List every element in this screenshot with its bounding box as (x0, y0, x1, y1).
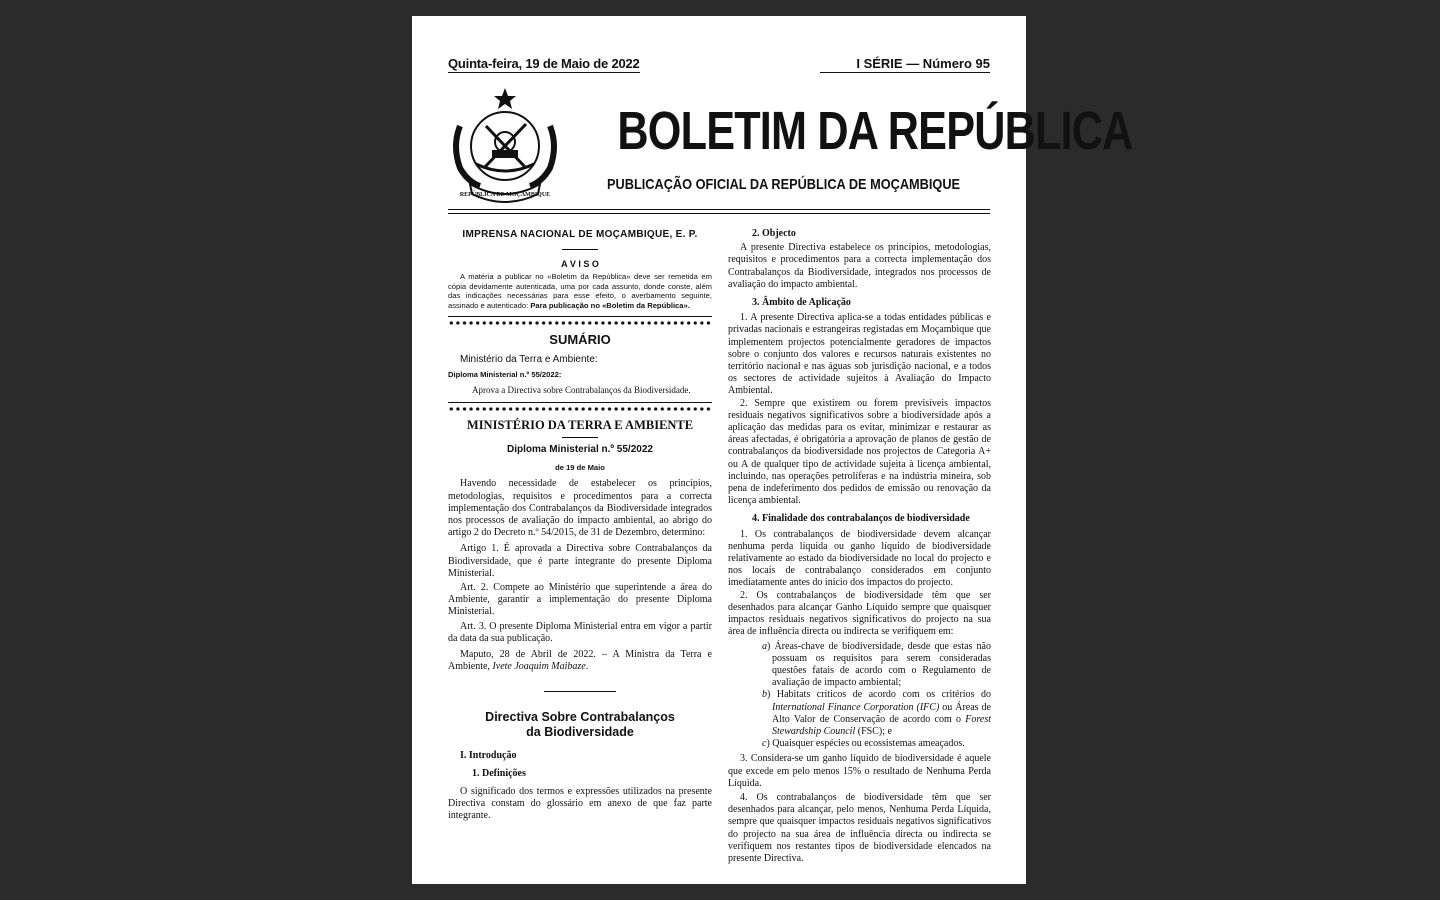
list-item-a: a) Áreas-chave de biodiversidade, desde que estas não possuam os requisitos para serem consideradas questões fatais de acordo com o Regulamento de avaliação de impacto ambiental; (762, 640, 991, 689)
definitions-heading: 1. Definições (472, 767, 526, 779)
divider (562, 249, 598, 250)
ambito-paragraph-1: 1. A presente Directiva aplica-se a todas entidades públicas e privadas nacionais e estrangeiras registadas em Moçambique que implementem projectos potencialmente geradores de impactos sobre o conjunto dos valores e recursos naturais existentes no território nacional e nas águas sob jurisdição nacional, e a todos os sectores de actividade sujeitos à Avaliação do Impacto Ambiental. (728, 312, 991, 397)
sumario-desc: Aprova a Directiva sobre Contrabalanços da Biodiversidade. (472, 384, 691, 395)
ambito-heading: 3. Âmbito de Aplicação (752, 297, 851, 309)
item-b-ifc: International Finance Corporation (IFC) (772, 701, 940, 713)
divider (562, 437, 598, 438)
document-page (412, 16, 1133, 884)
aviso-body: A matéria a publicar no «Boletim da República» deve ser remetida em cópia devidamente autenticada, uma por cada assunto, donde conste, além das indicações necessárias para esse efeito, o averbamento seguinte, assinado e autenticado: (448, 272, 712, 310)
intro-heading: I. Introdução (460, 749, 517, 761)
directive-title-2: da Biodiversidade (526, 724, 634, 739)
finalidade-paragraph-3: 3. Considera-se um ganho líquido de biodiversidade é aquele que excede em pelo menos 15% o resultado de Nenhuma Perda Líquida. (728, 753, 991, 789)
divider (544, 691, 616, 692)
diploma-heading: Diploma Ministerial n.º 55/2022 (507, 444, 653, 456)
signature-suffix: . (585, 661, 589, 673)
signature-line (448, 649, 712, 673)
sumario-heading: SUMÁRIO (549, 332, 611, 348)
finalidade-paragraph-1: 1. Os contrabalanços de biodiversidade devem alcançar nenhuma perda líquida ou ganho líquido de biodiversidade relativamente ao estado da biodiversidade no local do projecto e nos locais de contrabalanço considerados em conjunto imediatamente antes do início dos impactos do projecto. (728, 528, 991, 589)
dotted-rule (448, 406, 712, 412)
header-double-rule (448, 209, 990, 214)
issue-date: Quinta-feira, 19 de Maio de 2022 (448, 56, 640, 71)
left-column (448, 224, 712, 823)
mozambique-emblem-icon (446, 86, 564, 206)
sumario-ministry: Ministério da Terra e Ambiente: (460, 354, 598, 366)
finalidade-paragraph-2: 2. Os contrabalanços de biodiversidade têm que ser desenhados para alcançar Ganho Líquido sempre que quaisquer impactos residuais negativos significativos do projecto na sua área de influência directa ou indirecta se verifiquem em: (728, 589, 991, 638)
item-b-text-3: (FSC); e (855, 725, 892, 737)
item-b-label: b (762, 689, 767, 701)
item-b-fsc: Forest Stewardship Council (772, 713, 991, 737)
item-b-text-1: Habitats críticos de acordo com os critérios do (776, 689, 991, 701)
sumario-diploma: Diploma Ministerial n.º 55/2022: (448, 370, 562, 380)
finalidade-paragraph-4: 4. Os contrabalanços de biodiversidade têm que ser desenhados para alcançar, pelo menos, Nenhuma Perda Líquida, sempre que quaisquer impactos residuais negativos significativos do projecto na sua área de influência directa ou indirecta se verifiquem nos restantes tipos de biodiversidade elencados na presente Directiva. (728, 791, 991, 864)
rule (448, 402, 712, 403)
emblem-text: REPÚBLICA DE MOÇAMBIQUE (459, 192, 551, 198)
definitions-text: O significado dos termos e expressões utilizados na presente Directiva constam do glossário em anexo de que faz parte integrante. (448, 785, 712, 822)
article-1: Artigo 1. É aprovada a Directiva sobre Contrabalanços da Biodiversidade, que é parte integrante do presente Diploma Ministerial. (448, 543, 712, 579)
item-c-label: c (762, 738, 767, 750)
article-3: Art. 3. O presente Diploma Ministerial entra em vigor a partir da data da sua publicação. (448, 620, 712, 644)
ambito-paragraph-2: 2. Sempre que existirem ou forem previsíveis impactos residuais negativos significativos sobre a biodiversidade após a aplicação das medidas para os evitar, minimizar e restaurar as áreas afectadas, é obrigatória a aprovação de planos de gestão de contrabalanços da biodiversidade nos projectos de Categoria A+ ou A de qualquer tipo de actividade sujeita à licença ambiental, incluindo, nas operações petrolíferas e na indústria mineira, sob pena de indeferimento dos pedidos de emissão ou renovação da licença ambiental. (728, 397, 991, 507)
objecto-heading: 2. Objecto (752, 228, 796, 239)
article-2: Art. 2. Compete ao Ministério que superintende a área do Ambiente, garantir a implementação do presente Diploma Ministerial. (448, 582, 712, 618)
list-item-b: b) Habitats críticos de acordo com os critérios do International Finance Corporation (IFC) ou Áreas de Alto Valor de Conservação de acordo com o Forest Stewardship Council (FSC); e (762, 689, 991, 737)
item-a-text: Áreas-chave de biodiversidade, desde que estas não possuam os requisitos para serem consideradas questões fatais de acordo com o Regulamento de avaliação de impacto ambiental; (772, 640, 991, 689)
list-item-c: c) Quaisquer espécies ou ecossistemas ameaçados. (762, 738, 965, 750)
signature-name: Ivete Joaquim Maibaze (492, 661, 586, 673)
publication-title: BOLETIM DA REPÚBLICA (617, 101, 1133, 161)
aviso-heading: A V I S O (561, 259, 599, 270)
issue-series: I SÉRIE — Número 95 (820, 56, 990, 73)
aviso-bold: Para publicação no «Boletim da República». (530, 300, 690, 310)
objecto-text: A presente Directiva estabelece os princípios, metodologias, requisitos e procedimentos para a correcta implementação dos Contrabalanços da Biodiversidade, integrados nos processos de avaliação do impacto ambiental. (728, 242, 991, 290)
imprensa-heading: IMPRENSA NACIONAL DE MOÇAMBIQUE, E. P. (462, 229, 698, 240)
finalidade-heading: 4. Finalidade dos contrabalanços de biodiversidade (752, 513, 970, 525)
publication-subtitle: PUBLICAÇÃO OFICIAL DA REPÚBLICA DE MOÇAMBIQUE (607, 176, 961, 193)
dotted-rule (448, 320, 712, 326)
signature-prefix: Maputo, 28 de Abril de 2022. – A Ministra da Terra e Ambiente, (448, 649, 712, 673)
aviso-text (448, 272, 712, 310)
ministry-heading: MINISTÉRIO DA TERRA E AMBIENTE (466, 417, 694, 432)
diploma-date: de 19 de Maio (555, 463, 605, 473)
item-b-text-2: ou Áreas de Alto Valor de Conservação de acordo com o (772, 701, 991, 725)
rule (448, 316, 712, 317)
item-a-label: a (762, 640, 767, 652)
right-column (728, 224, 991, 865)
preamble-paragraph: Havendo necessidade de estabelecer os princípios, metodologias, requisitos e procedimentos para a correcta implementação dos Contrabalanços da Biodiversidade integrados nos processos de avaliação do impacto ambiental, ao abrigo do artigo 2 do Decreto n.º 54/2015, de 31 de Dezembro, determino: (448, 478, 712, 539)
item-c-text: Quaisquer espécies ou ecossistemas ameaçados. (772, 738, 965, 750)
directive-title-1: Directiva Sobre Contrabalanços (485, 709, 675, 724)
